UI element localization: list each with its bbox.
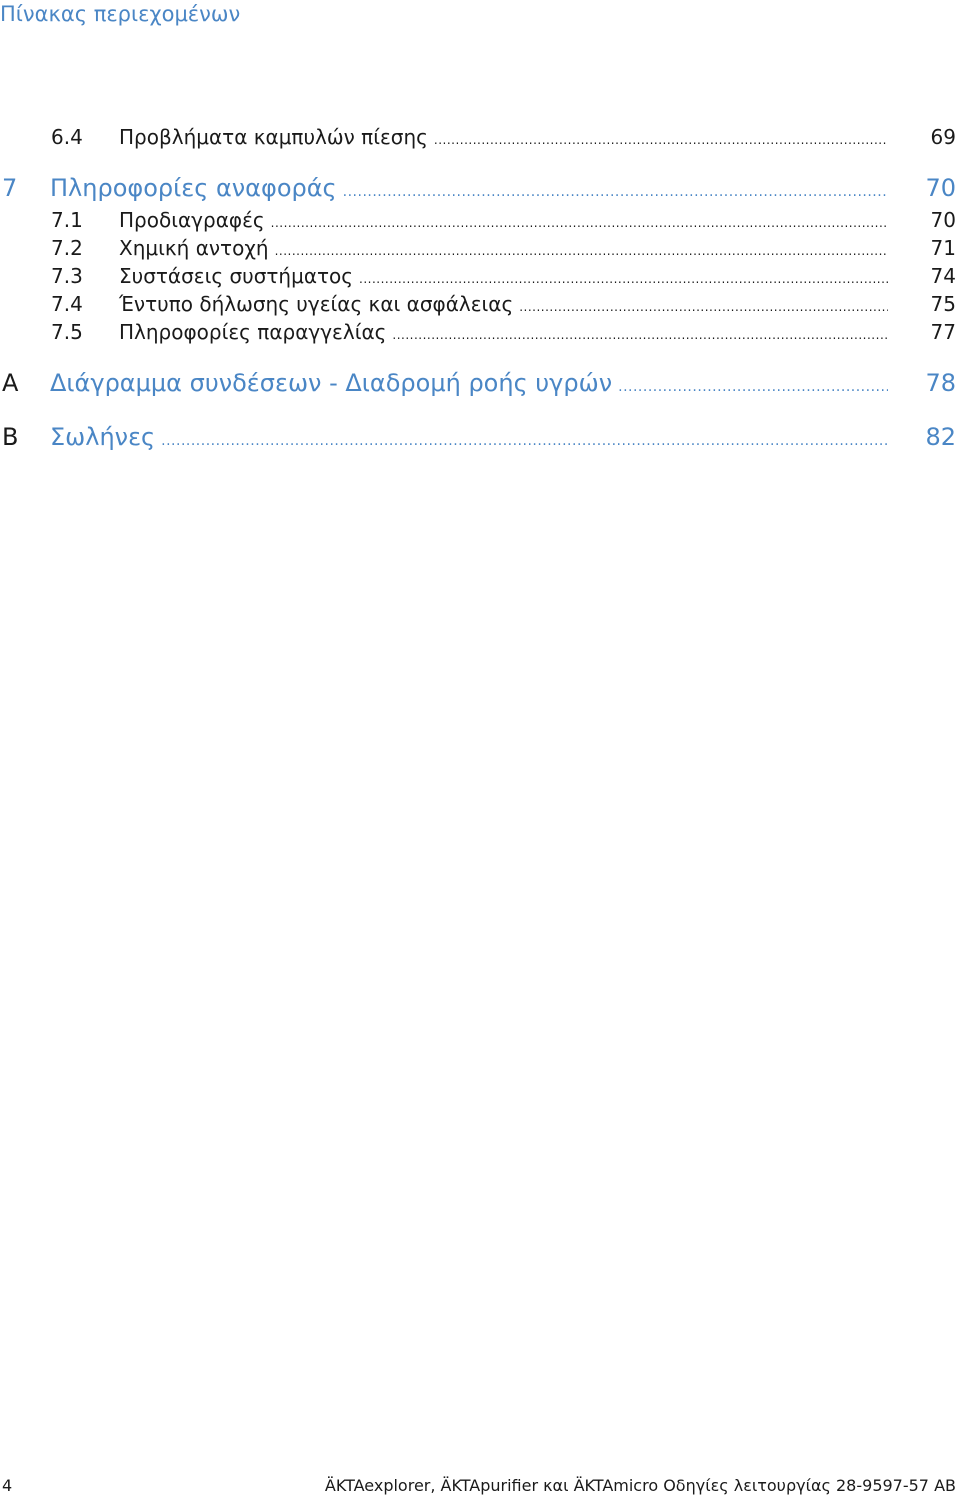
footer-page-number: 4 <box>2 1476 13 1495</box>
toc-entry-page: 70 <box>925 174 956 202</box>
running-header: Πίνακας περιεχομένων <box>0 2 241 26</box>
toc-entry-title: Σωλήνες <box>50 423 156 451</box>
dot-leader <box>519 300 888 314</box>
dot-leader <box>275 244 888 258</box>
toc-entry-page: 74 <box>930 264 956 288</box>
toc-entry-page: 69 <box>930 125 956 149</box>
dot-leader <box>392 328 888 342</box>
toc-entry-number: 6.4 <box>51 125 83 149</box>
toc-entry-number: 7.2 <box>51 236 83 260</box>
toc-entry-number: 7.3 <box>51 264 83 288</box>
toc-entry-number: 7.4 <box>51 292 83 316</box>
toc-entry-number: A <box>2 369 19 397</box>
dot-leader <box>343 184 888 200</box>
toc-entry-7-3[interactable] <box>0 264 958 290</box>
toc-entry-title: Πληροφορίες αναφοράς <box>50 174 337 202</box>
toc-entry-7-4[interactable] <box>0 292 958 318</box>
toc-entry-number: 7.1 <box>51 208 83 232</box>
footer-document-title: ÄKTAexplorer, ÄKTApurifier και ÄKTAmicro Οδηγίες λειτουργίας 28-9597-57 AB <box>324 1476 956 1495</box>
toc-entry-number: 7 <box>2 174 18 202</box>
toc-entry-page: 77 <box>930 320 956 344</box>
toc-entry-page: 82 <box>925 423 956 451</box>
toc-entry-page: 71 <box>930 236 956 260</box>
dot-leader <box>359 272 888 286</box>
toc-entry-number: 7.5 <box>51 320 83 344</box>
dot-leader <box>618 379 888 395</box>
toc-entry-title: Διάγραμμα συνδέσεων - Διαδρομή ροής υγρών <box>50 369 613 397</box>
toc-entry-page: 70 <box>930 208 956 232</box>
toc-entry-title: Έντυπο δήλωσης υγείας και ασφάλειας <box>119 292 514 316</box>
dot-leader <box>161 433 888 449</box>
dot-leader <box>434 133 888 147</box>
toc-entry-title: Χημική αντοχή <box>119 236 269 260</box>
dot-leader <box>271 216 888 230</box>
toc-entry-title: Συστάσεις συστήματος <box>119 264 354 288</box>
toc-entry-title: Προβλήματα καμπυλών πίεσης <box>119 125 428 149</box>
toc-entry-7[interactable] <box>0 174 958 206</box>
toc-entry-7-2[interactable] <box>0 236 958 262</box>
table-of-contents <box>0 0 960 470</box>
toc-entry-page: 75 <box>930 292 956 316</box>
toc-entry-appendix-a[interactable] <box>0 369 958 401</box>
toc-entry-7-5[interactable] <box>0 320 958 346</box>
toc-entry-7-1[interactable] <box>0 208 958 234</box>
toc-entry-number: B <box>2 423 19 451</box>
toc-entry-title: Πληροφορίες παραγγελίας <box>119 320 387 344</box>
toc-entry-6-4[interactable] <box>0 125 958 151</box>
toc-entry-appendix-b[interactable] <box>0 423 958 455</box>
toc-entry-title: Προδιαγραφές <box>119 208 265 232</box>
toc-entry-page: 78 <box>925 369 956 397</box>
